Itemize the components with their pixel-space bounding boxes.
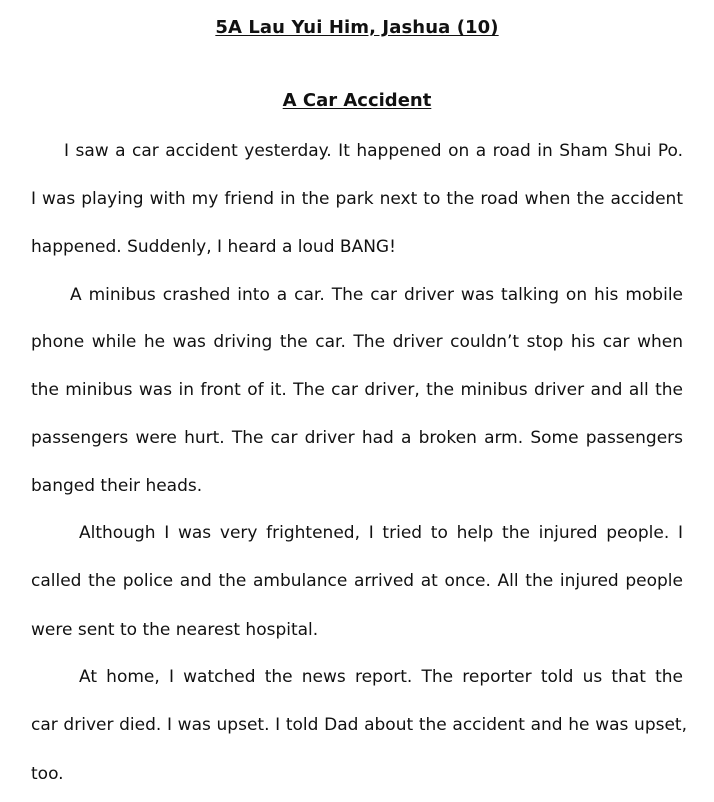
author-line: 5A Lau Yui Him, Jashua (10) (215, 17, 499, 38)
text-line: the minibus was in front of it. The car driver, the minibus driver and all the (31, 380, 683, 400)
text-line: banged their heads. (31, 476, 203, 496)
text-line: car driver died. I was upset. I told Dad about the accident and he was upset, (31, 715, 687, 735)
text-line: too. (31, 764, 64, 784)
text-line: I saw a car accident yesterday. It happened on a road in Sham Shui Po. (64, 141, 683, 161)
text-line: A minibus crashed into a car. The car driver was talking on his mobile (70, 285, 683, 305)
text-line: called the police and the ambulance arrived at once. All the injured people (31, 571, 683, 591)
text-line: Although I was very frightened, I tried to help the injured people. I (79, 523, 683, 543)
text-line: I was playing with my friend in the park next to the road when the accident (31, 189, 683, 209)
text-line: At home, I watched the news report. The reporter told us that the (79, 667, 683, 687)
text-line: were sent to the nearest hospital. (31, 620, 319, 640)
essay-title: A Car Accident (282, 90, 432, 111)
text-line: happened. Suddenly, I heard a loud BANG! (31, 237, 396, 257)
text-line: phone while he was driving the car. The driver couldn’t stop his car when (31, 332, 683, 352)
text-line: passengers were hurt. The car driver had a broken arm. Some passengers (31, 428, 683, 448)
